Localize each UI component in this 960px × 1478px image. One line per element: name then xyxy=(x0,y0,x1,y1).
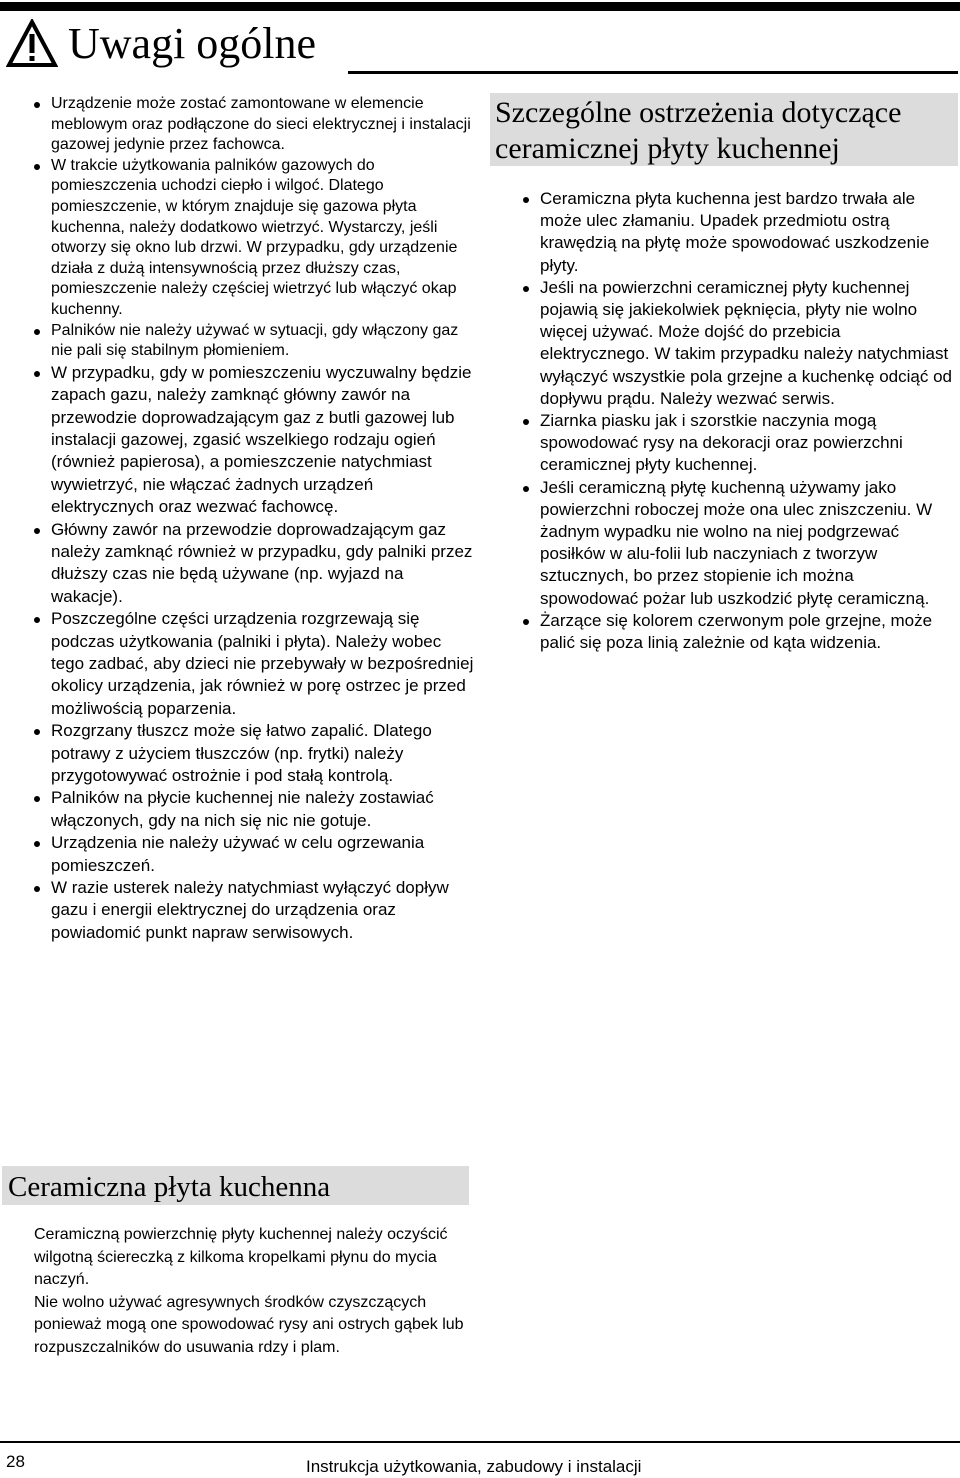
footer-text: Instrukcja użytkowania, zabudowy i instalacji xyxy=(306,1457,642,1476)
ceramic-hob-paragraph: Ceramiczną powierzchnię płyty kuchennej należy oczyścić wilgotną ściereczką z kilkoma kropelkami płynu do mycia naczyń. xyxy=(34,1226,448,1289)
list-item: Palników na płycie kuchennej nie należy zostawiać włączonych, gdy na nich się nic nie gotuje. xyxy=(33,787,478,832)
ceramic-hob-section xyxy=(34,1224,474,1360)
page-header xyxy=(2,15,958,77)
list-item: Jeśli ceramiczną płytę kuchenną używamy jako powierzchni roboczej może ona ulec zniszczeniu. W żadnym wypadku nie wolno na niej podgrzewać posiłków w alu-folii lub naczyniach z tworzyw sztucznych, bo przez stopienie ich można spowodować pożar lub uszkodzić płytę ceramiczną. xyxy=(522,477,952,610)
warning-triangle-icon xyxy=(6,19,58,69)
ceramic-warnings-section xyxy=(522,188,952,654)
list-item: W trakcie użytkowania palników gazowych do pomieszczenia uchodzi ciepło i wilgoć. Dlatego pomieszczenie, w którym znajduje się gazowa płyta kuchenna, należy dodatkowo wietrzyć. Wystarczy, jeśli otworzy się okno lub drzwi. W przypadku, gdy urządzenie działa z dużą intensywnością przez dłuższy czas, pomieszczenie należy częściej wietrzyć lub włączyć okap kuchenny. xyxy=(33,156,478,321)
list-item: Ceramiczna płyta kuchenna jest bardzo trwała ale może ulec złamaniu. Upadek przedmiotu ostrą krawędzią na płytę może spowodować uszkodzenie płyty. xyxy=(522,188,952,277)
title-underline xyxy=(348,71,958,74)
list-item: Rozgrzany tłuszcz może się łatwo zapalić. Dlatego potrawy z użyciem tłuszczów (np. frytki) należy przygotowywać ostrożnie i pod stałą kontrolą. xyxy=(33,720,478,787)
ceramic-hob-paragraph: Nie wolno używać agresywnych środków czyszczących ponieważ mogą one spowodować rysy ani ostrych gąbek lub rozpuszczalników do usuwania rdzy i plam. xyxy=(34,1293,464,1356)
page-title: Uwagi ogólne xyxy=(68,19,317,68)
list-item: Jeśli na powierzchni ceramicznej płyty kuchennej pojawią się jakiekolwiek pęknięcia, płyty nie wolno więcej używać. Może dojść do przebicia elektrycznego. W takim przypadku należy natychmiast wyłączyć wszystkie pola grzejne a kuchenkę odciąć od dopływu prądu. Należy wezwać serwis. xyxy=(522,277,952,410)
footer-rule xyxy=(0,1441,960,1443)
top-rule xyxy=(0,2,960,11)
list-item: W razie usterek należy natychmiast wyłączyć dopływ gazu i energii elektrycznej do urządzenia oraz powiadomić punkt napraw serwisowych. xyxy=(33,877,478,944)
list-item: Poszczególne części urządzenia rozgrzewają się podczas użytkowania (palniki i płyta). Należy wobec tego zadbać, aby dzieci nie przebywały w bezpośredniej okolicy urządzenia, jak również w porę ostrzec je przed możliwością poparzenia. xyxy=(33,608,478,720)
list-item: Palników nie należy używać w sytuacji, gdy włączony gaz nie pali się stabilnym płomieniem. xyxy=(33,321,478,362)
list-item: Żarzące się kolorem czerwonym pole grzejne, może palić się poza linią zależnie od kąta widzenia. xyxy=(522,610,952,654)
ceramic-hob-title: Ceramiczna płyta kuchenna xyxy=(8,1171,331,1203)
list-item: Główny zawór na przewodzie doprowadzającym gaz należy zamknąć również w przypadku, gdy palniki przez dłuższy czas nie będą używane (np. wyjazd na wakacje). xyxy=(33,519,478,609)
ceramic-warnings-title: Szczególne ostrzeżenia dotyczące ceramicznej płyty kuchennej xyxy=(495,96,902,165)
general-notes-section xyxy=(33,94,478,944)
ceramic-warnings-list xyxy=(522,188,952,654)
list-item: Ziarnka piasku jak i szorstkie naczynia mogą spowodować rysy na dekoracji oraz powierzchni ceramicznej płyty kuchennej. xyxy=(522,410,952,477)
ceramic-warnings-heading-box xyxy=(490,93,958,166)
page-number: 28 xyxy=(6,1452,25,1471)
general-notes-list xyxy=(33,94,478,944)
list-item: W przypadku, gdy w pomieszczeniu wyczuwalny będzie zapach gazu, należy zamknąć główny zawór na przewodzie doprowadzającym gaz z butli gazowej lub instalacji gazowej, zgasić wszelkiego rodzaju ogień (również papierosa), a pomieszczenie natychmiast wywietrzyć, nie włączać żadnych urządzeń elektrycznych oraz wezwać fachowcę. xyxy=(33,362,478,519)
ceramic-hob-heading-box xyxy=(2,1166,469,1205)
list-item: Urządzenie może zostać zamontowane w elemencie meblowym oraz podłączone do sieci elektrycznej i instalacji gazowej jedynie przez fachowca. xyxy=(33,94,478,156)
list-item: Urządzenia nie należy używać w celu ogrzewania pomieszczeń. xyxy=(33,832,478,877)
